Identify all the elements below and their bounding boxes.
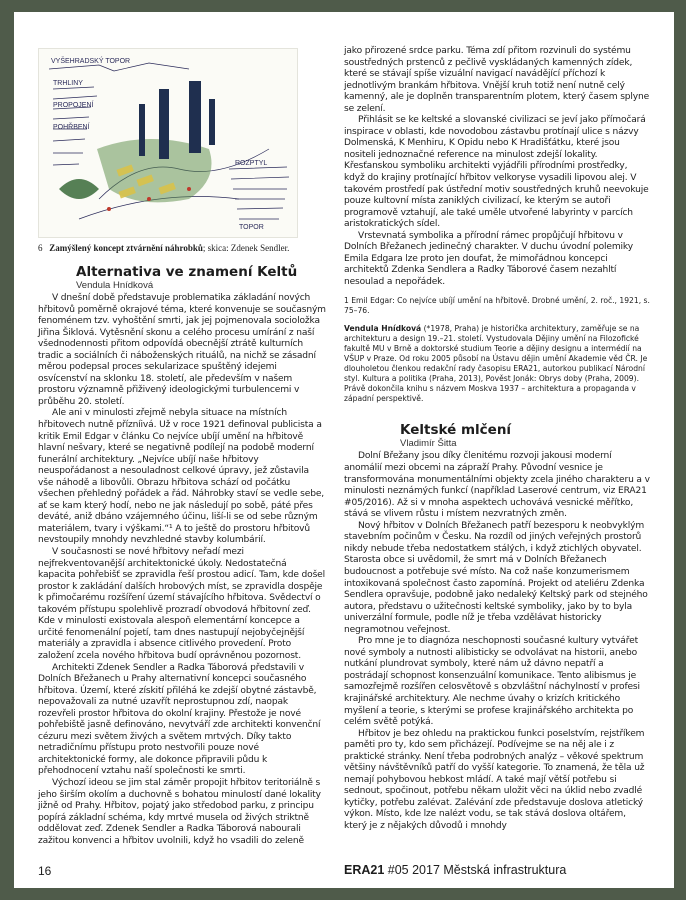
sketch-label: PROPOJENÍ xyxy=(53,102,94,109)
bio-name: Vendula Hnídková xyxy=(344,324,422,334)
paragraph: Dolní Břežany jsou díky členitému rozvoji jakousi moderní anomálií mezi obcemi na zápraží Prahy. Původní vesnice je transformována monumentálními objekty zcela jiného charakteru a v minulosti neznámých funkcí (například Laserové centrum, viz ERA21 #05/2016). Až si v mnoha aspektech uchovává vesnické měřítko, stává se vlivem růstu i místem nezvratných změn. xyxy=(344,451,650,520)
paragraph: Pro mne je to diagnóza neschopnosti současné kultury vytvářet nové symboly a nutnosti alibisticky se odvolávat na historii, anebo nutkání plundrovat symboly, které nám už dávno nepatří a postrádají schopnost konsenzuální komunikace. Tento alibismus je samozřejmě rozšířen celosvětově s obzvláštní náchylností v profesi krajinářské architektury. Ale nechme úvahy o krizích kritického myšlení a teorie, s kterými se profese krajinářského architekta po celém světě potýká. xyxy=(344,636,640,728)
paragraph: Nový hřbitov v Dolních Břežanech patří bezesporu k neobvyklým stavebním počinům v Česku. Na rozdíl od jiných veřejných prostorů nikdy nebude třeba nedostatkem stálých, i když ztichlých obyvatel. Starosta obce si uvědomil, že smrt má v Dolních Břežanech budoucnost a potřebuje své místo. Na což naše konzumerismem intoxikovaná společnost často zapomíná. Projekt od ateliéru Zdenka Sendlera opravšuje, podobně jako nedaleký Keltský park od stejného autora, představu o užitečnosti keltské symboliky, jako by to byla univerzální formule, podle níž je třeba vzdělávat historicky negramotnou veřejnost. xyxy=(344,520,648,635)
article-title: Keltské mlčení xyxy=(400,422,512,439)
footnote: 1 Emil Edgar: Co nejvíce ubíjí umění na hřbitově. Drobné umění, 2. roč., 1921, s. 75–76. xyxy=(344,296,650,316)
running-footer xyxy=(344,863,566,877)
article-author: Vladimír Šitta xyxy=(400,438,457,450)
figure-caption xyxy=(38,242,328,254)
article-title: Alternativa ve znamení Keltů xyxy=(76,264,298,280)
sketch-label: TOPOR xyxy=(239,224,264,231)
caption-number: 6 xyxy=(38,243,43,253)
bio-text: (*1978, Praha) je historička architektury, zaměřuje se na architekturu a design 19.–21. století. Vystudovala Dějiny umění na Filozofické fakultě MU v Brně a doktorské studium Teorie a dějiny designu a intermédií na VŠUP v Praze. Od roku 2005 působí na Ústavu dějin umění Akademie věd ČR. Je dlouholetou členkou redakční rady časopisu ERA21, autorkou publikací Národní styl. Kultura a politika (Praha, 2013), Pověst Jonák: Obrys doby (Praha, 2009). Právě dokončila knihu s názvem Moskva 1937 – architektura a propaganda v západní perspektivě. xyxy=(344,324,648,404)
paragraph: V dnešní době představuje problematika základání nových hřbitovů poměrně okrajové téma, které konvenuje se současným fenoménem tzv. vyhoštění smrti, jak jej pojmenovala socioložka Jiřina Šiklová. Vytěsnění skonu a celého procesu umírání z naší všednodennosti přitom odpovídá obecnější ztrátě kulturních tradic a sociálních či náboženských rituálů, na nichž se zásadní měrou podepsal proces sekularizace spuštěný idejemi osvícenství na sklonku 18. století, ale především v našem prostoru významně přiživený ideologickými turbulencemi v průběhu 20. století. xyxy=(38,293,326,407)
page-number: 16 xyxy=(38,864,52,878)
article-author: Vendula Hnídková xyxy=(76,280,154,291)
sketch-drawing xyxy=(39,49,297,237)
paragraph: Ale ani v minulosti zřejmě nebyla situace na místních hřbitovech nutně přízníivá. Už v roce 1921 definoval publicista a kritik Emil Edgar v článku Co nejvíce ubíjí umění na hřbitově hlavní nešvary, které se negativně podílejí na podobě moderní funerální architektury. „Nejvíce ubíjí naše hřbitovy neuspořádanost a nesouladnost celkové úpravy, jež zůstavila vše náhodě a libovůli. Obrazu hřbitova schází od počátku všechen přehledný pořádek a řád. Náhrobky staví se vedle sebe, ať se kam který hodí, nebo ne jak následují po sobě, páté přes deváté, aniž dbáno vzájemného účinu, liší-li se od sebe různým materiálem, tvary i výškami.“¹ A to ještě do prostoru hřbitovů nevstoupily mnohdy nevzhledné stavby kolumbárií. xyxy=(38,408,325,546)
sketch-label: VYŠEHRADSKÝ TOPOR xyxy=(51,58,131,65)
sketch-label: ROZPTYL xyxy=(235,160,268,167)
magazine-name: ERA21 xyxy=(344,863,385,877)
paragraph: V současnosti se nové hřbitovy neřadí mezi nejfrekventovanější architektonické úkoly. Nedostatečná kapacita pohřebišť se zpravidla řeší prostou adicí. Tam, kde došel prostor k zakládání dalších hrobových míst, se zpravidla dospěje k přimočarému rozšíření území stávajícího hřbitova. Svědectví o takovém přístupu spolehlivě prozradí obvodová hřbitovní zeď. Kde v minulosti existovala alespoň elementární koncepce a určité fenomenální pojetí, tam dnes nastupují nejobyčejnější materiály a zpravidla i absence citlivého provedení. Proto založení zcela nového hřbitova budí oprávněnou pozornost. xyxy=(38,547,325,661)
right-column xyxy=(344,46,650,833)
article-alternativa xyxy=(38,264,326,847)
paragraph: Přihlásit se ke keltské a slovanské civilizaci se jeví jako přímočará inspirace v oblasti, kde novodobou zástavbu protínají ulice s názvy Dolmenská, K Menhiru, K Opidu nebo K Hradišťátku, které jsou nositeli jednoznačné reference na minulost zdejší lokality. Křesťanskou symboliku architekti vyjádřili přírodními prostředky, když do krajiny protínající hřbitov velkoryse vysadili lipovou alej. V takovém prostředí pak ústřední motiv soustředných kruhů neevokuje pouze kultovní místa zaniklých civilizací, ke kterým se autoři programově vztahují, ale také uměle utvořené labyrinty v parcích aristokratických sídel. xyxy=(344,115,649,230)
concept-sketch-figure xyxy=(38,48,298,238)
page xyxy=(14,12,674,888)
paragraph: Hřbitov je bez ohledu na praktickou funkci poselstvím, rejstříkem paměti pro ty, kdo sem přicházejí. Podívejme se na něj ale i z praktické stránky. Není třeba podrobných analýz – věkové spektrum většiny návštěvníků patří do vyšší kategorie. To znamená, že těla už nemají pohybovou hebkost mládí. A také mají větší potřebu si sednout, spočinout, potřebu někam uložit věci na úklid nebo zvadlé kytičky, potřebu zalévat. Zalévání zde představuje doslova atletický výkon. Místo, kde lze nalézt vodu, se tak stává doslova oltářem, který je z nějakých důvodů i mnohdy xyxy=(344,728,645,831)
author-bio xyxy=(344,324,650,404)
paragraph: jako přirozené srdce parku. Téma zdí přitom rozvinuli do systému soustředných prstenců z pečlivě vyskládaných kamenných zídek, které se stávají spíše vizuální navigací navádějící příchozí k jednotlivým brankám hřbitova. Vnější kruh totiž není nutně celý kamenný, ale je doplněn transparentním plotem, který časem splyne se zelení. xyxy=(344,46,650,114)
sketch-label: POHŘBENÍ xyxy=(53,124,90,131)
caption-title: Zamýšlený koncept ztvárnění náhrobků xyxy=(49,243,203,253)
paragraph: Vrstevnatá symbolika a přírodní rámec propůjčují hřbitovu v Dolních Břežanech jedinečný charakter. V duchu úvodní polemiky Emila Edgara lze proto jen doufat, že mimořádnou koncepci architektů Zdenka Sendlera a Radky Táborové časem nezahltí nesoulad a nepořádek. xyxy=(344,230,633,287)
paragraph: Architekti Zdenek Sendler a Radka Táborová představili v Dolních Břežanech u Prahy alternativní koncepci současného hřbitova. Území, které získití přiléhá ke zdejší obytné zástavbě, nepovažovali za nutné uzavřít neprostupnou zdí, naopak rozevřeli prostor hřbitova do okolní krajiny. Přestože je nové pohřebiště jasně definováno, nevytváří zde architekti konvenční cézuru mezi světem živých a světem mrtvých. Díky takto netradičnímu přístupu proto nestvořili pouze nové architektonické formy, ale dokonce připravili půdu k přehodnocení vztahu naší společnosti ke smrti. xyxy=(38,662,321,777)
paragraph: Výchozí ideou se jim stal záměr propojit hřbitov teritoriálně s jeho širším okolím a duchovně s bohatou minulostí dané lokality jižně od Prahy. Hřbitov, pojatý jako středobod parku, z principu popírá základní schéma, kdy mrtvé musela od živých striktně oddělovat zeď. Zdenek Sendler a Radka Táborová nabourali zažitou konvenci a hřbitov uvolnili, když ho vsadili do zeleně xyxy=(38,777,321,846)
sketch-label: TRHLINY xyxy=(53,80,83,87)
caption-credit: ; skica: Zdenek Sendler. xyxy=(202,243,290,253)
issue-info: #05 2017 Městská infrastruktura xyxy=(384,863,567,877)
